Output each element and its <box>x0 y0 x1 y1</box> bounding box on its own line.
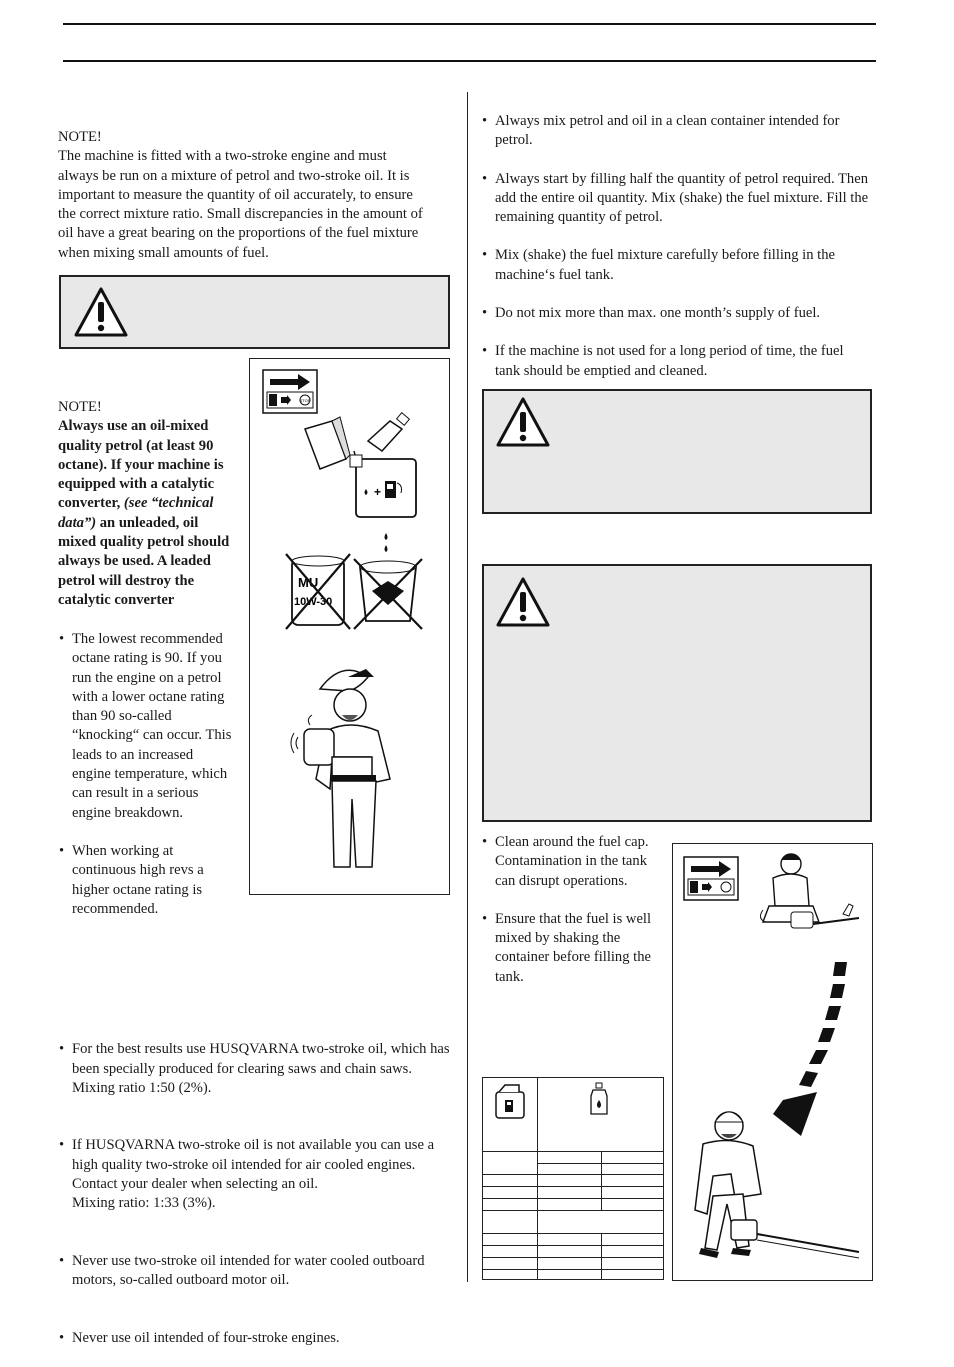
table-row-line <box>537 1233 663 1234</box>
note-line: oil have a great bearing on the proportions of the fuel mixture <box>58 225 419 242</box>
list-item: • Mix (shake) the fuel mixture carefully before filling in the machine‘s fuel tank. <box>482 246 872 285</box>
table-row-line <box>483 1198 663 1199</box>
warning-triangle-icon <box>495 576 551 628</box>
list-item: • Ensure that the fuel is well mixed by shaking the container before filling the tank. <box>482 910 662 987</box>
petrol-warning-part-b: an unleaded, oil mixed quality petrol should always be used. A leaded petrol will destroy the catalytic converter <box>58 514 230 608</box>
oil-bottle-icon <box>587 1082 611 1116</box>
table-col-line <box>601 1233 602 1279</box>
fuel-mixing-figure <box>249 358 450 895</box>
list-item: • If the machine is not used for a long period of time, the fuel tank should be emptied and cleaned. <box>482 342 872 381</box>
oil-can-label-mu: MU <box>298 575 319 590</box>
list-item: • Never use oil intended of four-stroke engines. <box>59 1329 454 1348</box>
warning-triangle-icon <box>495 396 551 448</box>
note-line: The machine is fitted with a two-stroke engine and must <box>58 148 387 165</box>
table-row-line <box>483 1174 663 1175</box>
header-top-rule <box>63 23 876 25</box>
table-row-line <box>483 1210 663 1211</box>
note-line: when mixing small amounts of fuel. <box>58 244 269 261</box>
note-heading: NOTE! <box>58 399 102 415</box>
list-item: • When working at continuous high revs a higher octane rating is recommended. <box>59 842 234 919</box>
petrol-warning-text <box>58 417 236 610</box>
note-line: always be run on a mixture of petrol and two-stroke oil. It is <box>58 167 410 184</box>
list-item: • Do not mix more than max. one month’s supply of fuel. <box>482 304 872 323</box>
list-item: • The lowest recommended octane rating is 90. If you run the engine on a petrol with a lower octane rating than 90 so-called “knocking“ can occur. This leads to an increased engine temperature, which can result in a serious engine breakdown. <box>59 630 234 823</box>
technical-data-reference: (see “technical data”) <box>58 495 214 531</box>
table-divider <box>537 1078 538 1279</box>
refuelling-figure <box>672 843 873 1281</box>
list-item: • Always start by filling half the quantity of petrol required. Then add the entire oil quantity. Mix (shake) the fuel mixture. Fill the remaining quantity of petrol. <box>482 170 872 228</box>
fuelling-bullet-list <box>482 833 662 987</box>
warning-box <box>482 389 872 514</box>
list-item: • Always mix petrol and oil in a clean container intended for petrol. <box>482 112 872 151</box>
table-row-line <box>537 1163 663 1164</box>
fuel-mixture-table <box>482 1077 664 1280</box>
svg-text:+: + <box>374 485 382 499</box>
warning-box <box>482 564 872 822</box>
column-divider <box>467 92 468 1282</box>
list-item: • Clean around the fuel cap. Contamination in the tank can disrupt operations. <box>482 833 662 891</box>
table-row-line <box>483 1233 537 1234</box>
oil-bullet-list <box>59 1021 454 1367</box>
note-line: the correct mixture ratio. Small discrepancies in the amount of <box>58 206 423 223</box>
header-bottom-rule <box>63 60 876 62</box>
note-heading: NOTE! <box>58 129 102 145</box>
petrol-warning-part-a: Always use an oil-mixed quality petrol (at least 90 octane). If your machine is equipped with a catalytic converter, <box>58 418 224 512</box>
warning-triangle-icon <box>73 286 129 338</box>
oil-can-label-10w30: 10W-30 <box>294 596 333 608</box>
stop-label: STOP <box>299 398 311 403</box>
table-row-line <box>483 1257 663 1258</box>
note-petrol-block <box>58 398 236 610</box>
warning-box <box>59 275 450 349</box>
note-mixture-block <box>58 128 453 263</box>
list-item: • For the best results use HUSQVARNA two-stroke oil, which has been specially produced for clearing saws and chain saws. Mixing ratio 1:50 (2%). <box>59 1040 454 1098</box>
refuelling-illustration <box>673 844 872 1280</box>
fuel-mixing-illustration <box>250 359 449 894</box>
table-row-line <box>483 1269 663 1270</box>
table-row-line <box>483 1245 663 1246</box>
fuel-can-icon <box>491 1082 531 1122</box>
table-row-line <box>483 1151 663 1152</box>
mixing-bullet-list <box>482 112 872 381</box>
table-col-line <box>601 1151 602 1210</box>
octane-bullet-list <box>59 630 234 919</box>
list-item: • Never use two-stroke oil intended for water cooled outboard motors, so-called outboard motor oil. <box>59 1252 454 1291</box>
note-line: important to measure the quantity of oil accurately, to ensure <box>58 186 413 203</box>
table-row-line <box>483 1186 663 1187</box>
list-item: • If HUSQVARNA two-stroke oil is not available you can use a high quality two-stroke oil intended for air cooled engines. Contact your dealer when selecting an oil. Mixing ratio: 1:33 (3%). <box>59 1136 454 1213</box>
